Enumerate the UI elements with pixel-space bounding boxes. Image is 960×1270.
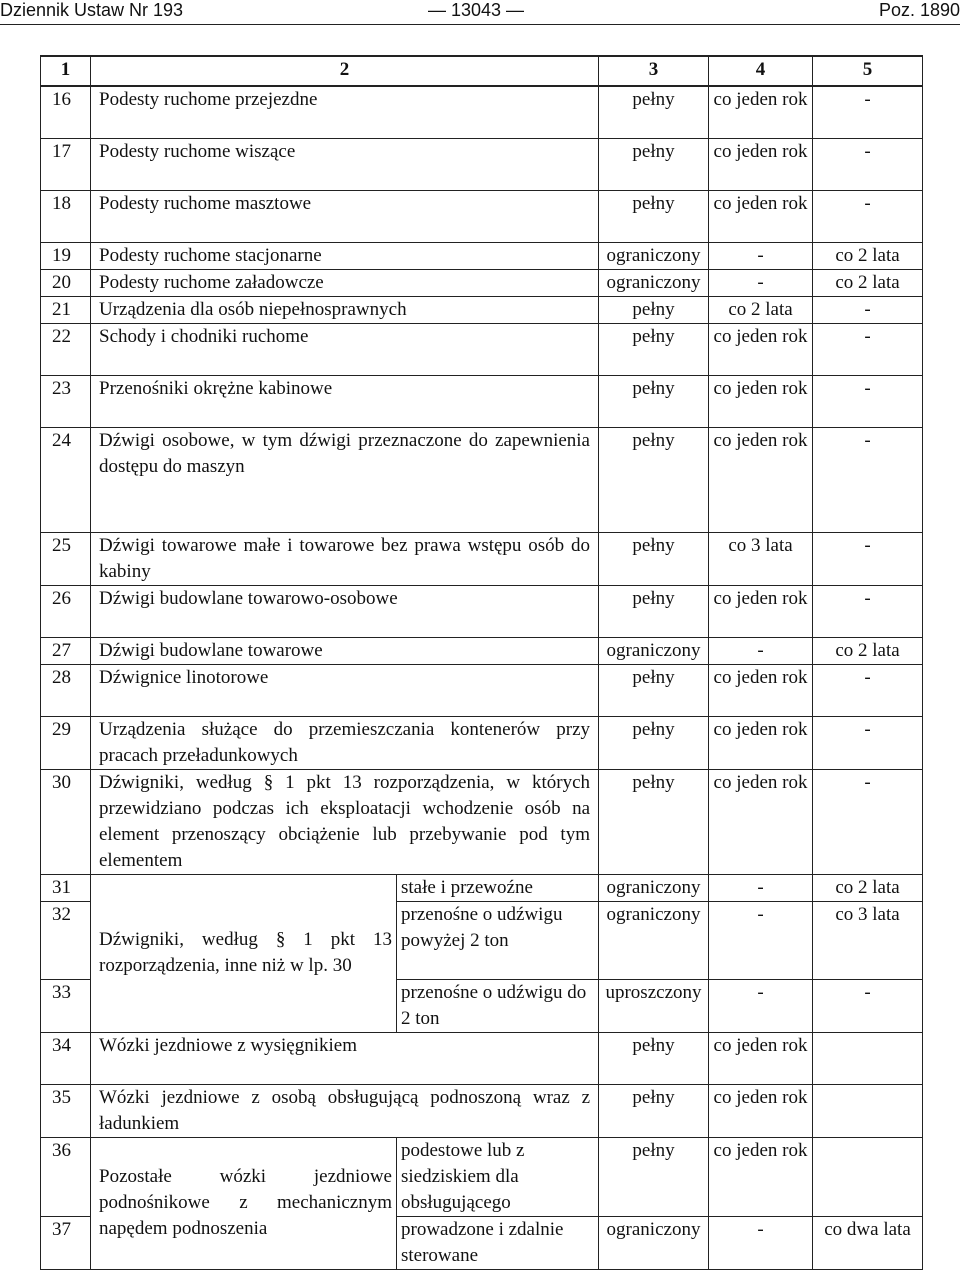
column-5-value: - [813,375,923,427]
row-number: 20 [41,269,91,296]
column-5-value: co dwa lata [813,1216,923,1269]
inspection-scope: pełny [599,323,709,375]
inspection-interval: co jeden rok [709,585,813,637]
inspection-scope: pełny [599,716,709,769]
row-number: 33 [41,979,91,1032]
page-header [0,0,960,22]
row-number: 23 [41,375,91,427]
row-number: 27 [41,637,91,664]
device-name: Dźwignice linotorowe [91,664,599,716]
column-5-value: - [813,86,923,138]
journal-title: Dziennik Ustaw Nr 193 [0,0,184,20]
table-row [41,716,923,769]
inspection-scope: pełny [599,375,709,427]
inspection-scope: pełny [599,1032,709,1084]
inspection-scope: ograniczony [599,637,709,664]
column-header: 2 [91,56,599,86]
inspection-scope: ograniczony [599,874,709,901]
device-name: Wózki jezdniowe z wysięgnikiem [91,1032,599,1084]
inspection-interval: - [709,242,813,269]
inspection-scope: ograniczony [599,1216,709,1269]
row-number: 18 [41,190,91,242]
device-name: Podesty ruchome stacjonarne [91,242,599,269]
page-gap-row [41,480,923,533]
column-header: 1 [41,56,91,86]
device-name: Dźwigniki, według § 1 pkt 13 rozporządzenia, w których przewidziano podczas ich eksploatacji wchodzenie osób na element przenoszący obciążenie lub przebywanie pod tym elementem [91,769,599,874]
inspection-interval: co jeden rok [709,323,813,375]
group-description: Pozostałe wózki jezdniowe podnośnikowe z mechanicznym napędem podnoszenia [91,1137,397,1269]
inspection-interval: co jeden rok [709,138,813,190]
row-number: 29 [41,716,91,769]
table-row [41,323,923,375]
device-subtype: podestowe lub z siedziskiem dla obsługującego [397,1137,599,1216]
column-5-value: co 2 lata [813,874,923,901]
column-5-value: co 2 lata [813,242,923,269]
inspection-interval: co jeden rok [709,769,813,874]
device-name: Przenośniki okrężne kabinowe [91,375,599,427]
device-subtype: przenośne o udźwigu powyżej 2 ton [397,901,599,979]
table-row [41,242,923,269]
row-number: 17 [41,138,91,190]
inspection-interval: - [709,637,813,664]
table-row [41,664,923,716]
column-5-value: co 2 lata [813,637,923,664]
inspection-interval: co jeden rok [709,1137,813,1216]
column-5-value: - [813,427,923,480]
table-row [41,769,923,874]
inspection-interval: co jeden rok [709,86,813,138]
inspection-interval: - [709,979,813,1032]
column-header: 4 [709,56,813,86]
inspection-interval: co 3 lata [709,532,813,585]
device-name: Podesty ruchome przejezdne [91,86,599,138]
inspection-interval: - [709,901,813,979]
table-row [41,138,923,190]
inspection-interval: co jeden rok [709,1032,813,1084]
column-5-value: co 2 lata [813,269,923,296]
inspection-scope: pełny [599,190,709,242]
inspection-scope: pełny [599,86,709,138]
column-header: 3 [599,56,709,86]
page-number: — 13043 — [428,0,525,20]
device-name: Urządzenia dla osób niepełnosprawnych [91,296,599,323]
column-5-value: - [813,138,923,190]
row-number: 35 [41,1084,91,1137]
row-number: 26 [41,585,91,637]
inspection-scope: ograniczony [599,901,709,979]
column-5-value: - [813,769,923,874]
inspection-interval: co jeden rok [709,716,813,769]
row-number: 36 [41,1137,91,1216]
table-row [41,1032,923,1084]
column-5-value: - [813,585,923,637]
row-number: 37 [41,1216,91,1269]
row-number: 16 [41,86,91,138]
group-description: Dźwigniki, według § 1 pkt 13 rozporządzenia, inne niż w lp. 30 [91,874,397,1032]
inspection-scope: ograniczony [599,269,709,296]
table-header-row [41,56,923,86]
table-row [41,585,923,637]
column-5-value [813,1032,923,1084]
table-row [41,375,923,427]
inspection-interval: co jeden rok [709,375,813,427]
table-row [41,637,923,664]
inspection-scope: pełny [599,138,709,190]
device-name: Dźwigi towarowe małe i towarowe bez prawa wstępu osób do kabiny [91,532,599,585]
inspection-interval: co jeden rok [709,1084,813,1137]
inspection-interval: - [709,1216,813,1269]
inspection-scope: pełny [599,769,709,874]
device-name: Schody i chodniki ruchome [91,323,599,375]
column-5-value: - [813,323,923,375]
inspection-scope: pełny [599,427,709,480]
inspection-scope: ograniczony [599,242,709,269]
inspection-interval: - [709,269,813,296]
row-number: 25 [41,532,91,585]
column-header: 5 [813,56,923,86]
column-5-value: co 3 lata [813,901,923,979]
device-name: Podesty ruchome wiszące [91,138,599,190]
table-row [41,1137,923,1216]
device-subtype: prowadzone i zdalnie sterowane [397,1216,599,1269]
device-subtype: stałe i przewoźne [397,874,599,901]
inspection-scope: pełny [599,1084,709,1137]
column-5-value [813,1137,923,1216]
row-number: 32 [41,901,91,979]
device-name: Dźwigi budowlane towarowe [91,637,599,664]
header-rule [0,24,960,25]
table-row [41,86,923,138]
table-row [41,190,923,242]
column-5-value: - [813,979,923,1032]
row-number: 31 [41,874,91,901]
row-number: 28 [41,664,91,716]
inspection-table [40,55,923,1270]
column-5-value: - [813,296,923,323]
table-row [41,532,923,585]
table-row [41,269,923,296]
row-number: 22 [41,323,91,375]
column-5-value: - [813,190,923,242]
column-5-value: - [813,532,923,585]
inspection-scope: pełny [599,296,709,323]
device-name: Podesty ruchome masztowe [91,190,599,242]
inspection-scope: pełny [599,532,709,585]
device-name: Urządzenia służące do przemieszczania kontenerów przy pracach przeładunkowych [91,716,599,769]
row-number: 19 [41,242,91,269]
device-name: Wózki jezdniowe z osobą obsługującą podnoszoną wraz z ładunkiem [91,1084,599,1137]
inspection-interval: co jeden rok [709,427,813,480]
row-number: 34 [41,1032,91,1084]
table-row [41,1084,923,1137]
row-number: 21 [41,296,91,323]
inspection-interval: co jeden rok [709,664,813,716]
inspection-interval: co jeden rok [709,190,813,242]
inspection-scope: pełny [599,664,709,716]
inspection-scope: uproszczony [599,979,709,1032]
table-row [41,296,923,323]
inspection-scope: pełny [599,585,709,637]
device-name: Podesty ruchome załadowcze [91,269,599,296]
device-name: Dźwigi osobowe, w tym dźwigi przeznaczone do zapewnienia dostępu do maszyn [91,427,599,480]
table-row [41,874,923,901]
table-row [41,427,923,480]
column-5-value: - [813,716,923,769]
device-subtype: przenośne o udźwigu do 2 ton [397,979,599,1032]
inspection-scope: pełny [599,1137,709,1216]
device-name: Dźwigi budowlane towarowo-osobowe [91,585,599,637]
inspection-interval: - [709,874,813,901]
row-number: 24 [41,427,91,480]
column-5-value [813,1084,923,1137]
inspection-interval: co 2 lata [709,296,813,323]
column-5-value: - [813,664,923,716]
row-number: 30 [41,769,91,874]
position-number: Poz. 1890 [878,0,960,20]
